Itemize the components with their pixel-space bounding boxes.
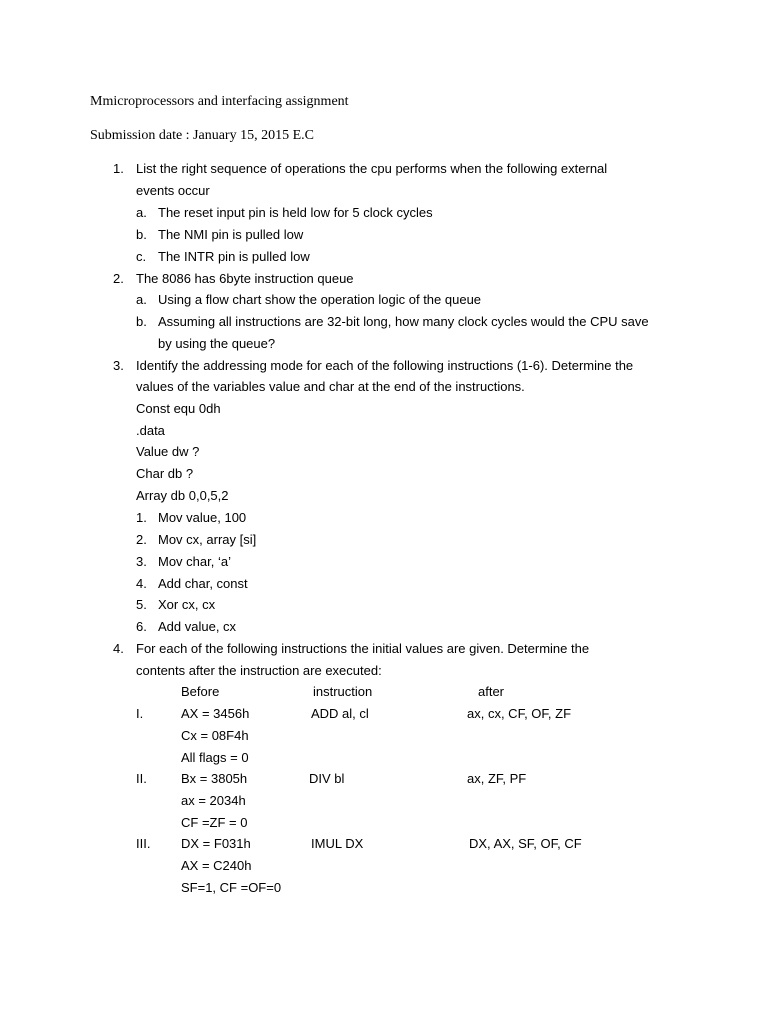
- sub-item-label: b.: [136, 314, 147, 329]
- before-value: All flags = 0: [181, 750, 249, 765]
- after-cell: DX, AX, SF, OF, CF: [469, 836, 582, 851]
- instruction-text: Add value, cx: [158, 619, 237, 634]
- instruction-cell: DIV bl: [309, 771, 345, 786]
- sub-item-text: Using a flow chart show the operation logic of the queue: [158, 292, 482, 307]
- sub-item-label: b.: [136, 227, 147, 242]
- sub-item-label: a.: [136, 292, 147, 307]
- sub-item-text: by using the queue?: [158, 336, 276, 351]
- question-text-line: The 8086 has 6byte instruction queue: [136, 271, 354, 286]
- item-label: I.: [136, 706, 144, 721]
- question-text-line: List the right sequence of operations the cpu performs when the following external: [136, 161, 608, 176]
- question-number: 2.: [113, 271, 124, 286]
- instruction-text: Mov char, ‘a’: [158, 554, 231, 569]
- sub-item-text: The INTR pin is pulled low: [158, 249, 310, 264]
- question-text-line: values of the variables value and char at the end of the instructions.: [136, 379, 525, 394]
- instruction-cell: IMUL DX: [311, 836, 364, 851]
- column-header-instruction: instruction: [313, 684, 373, 699]
- column-header-before: Before: [181, 684, 220, 699]
- item-label: III.: [136, 836, 151, 851]
- before-value: AX = 3456h: [181, 706, 250, 721]
- code-line: Char db ?: [136, 466, 194, 481]
- question-number: 1.: [113, 161, 124, 176]
- before-value: DX = F031h: [181, 836, 251, 851]
- question-text-line: Identify the addressing mode for each of the following instructions (1-6). Determine the: [136, 358, 634, 373]
- instruction-text: Add char, const: [158, 576, 248, 591]
- instruction-number: 5.: [136, 597, 147, 612]
- before-value: Bx = 3805h: [181, 771, 248, 786]
- code-line: Value dw ?: [136, 444, 200, 459]
- instruction-cell: ADD al, cl: [311, 706, 369, 721]
- instruction-number: 4.: [136, 576, 147, 591]
- submission-date: Submission date : January 15, 2015 E.C: [90, 128, 314, 143]
- sub-item-text: Assuming all instructions are 32-bit long, how many clock cycles would the CPU save: [158, 314, 649, 329]
- before-value: Cx = 08F4h: [181, 728, 249, 743]
- code-line: Array db 0,0,5,2: [136, 488, 229, 503]
- sub-item-text: The reset input pin is held low for 5 clock cycles: [158, 205, 433, 220]
- before-value: CF =ZF = 0: [181, 815, 248, 830]
- after-cell: ax, ZF, PF: [467, 771, 527, 786]
- column-header-after: after: [478, 684, 505, 699]
- after-cell: ax, cx, CF, OF, ZF: [467, 706, 572, 721]
- instruction-number: 6.: [136, 619, 147, 634]
- instruction-number: 3.: [136, 554, 147, 569]
- question-number: 3.: [113, 358, 124, 373]
- sub-item-label: a.: [136, 205, 147, 220]
- instruction-number: 2.: [136, 532, 147, 547]
- sub-item-text: The NMI pin is pulled low: [158, 227, 304, 242]
- before-value: SF=1, CF =OF=0: [181, 880, 282, 895]
- before-value: AX = C240h: [181, 858, 252, 873]
- code-line: Const equ 0dh: [136, 401, 221, 416]
- assignment-title: Mmicroprocessors and interfacing assignment: [90, 94, 349, 109]
- item-label: II.: [136, 771, 147, 786]
- instruction-number: 1.: [136, 510, 147, 525]
- question-text-line: For each of the following instructions the initial values are given. Determine the: [136, 641, 590, 656]
- instruction-text: Mov cx, array [si]: [158, 532, 257, 547]
- question-number: 4.: [113, 641, 124, 656]
- question-text-line: contents after the instruction are executed:: [136, 663, 382, 678]
- before-value: ax = 2034h: [181, 793, 246, 808]
- question-text-line: events occur: [136, 183, 210, 198]
- instruction-text: Xor cx, cx: [158, 597, 216, 612]
- sub-item-label: c.: [136, 249, 147, 264]
- code-line: .data: [136, 423, 165, 438]
- instruction-text: Mov value, 100: [158, 510, 247, 525]
